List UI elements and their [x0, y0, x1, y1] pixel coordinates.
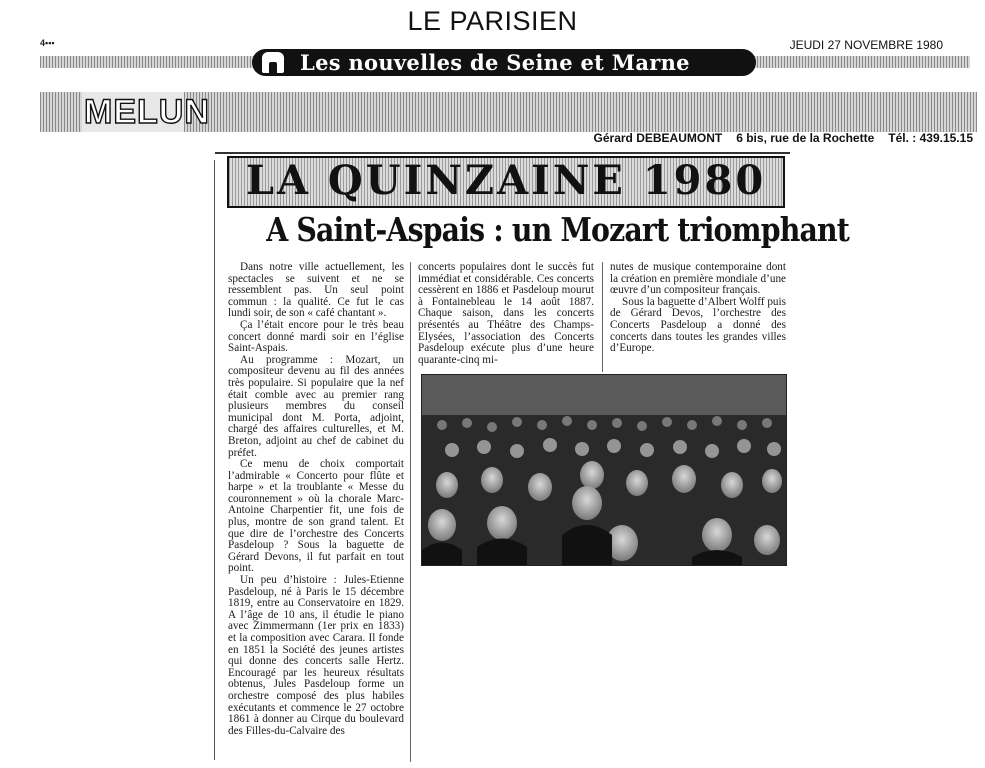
- article-column-2: [418, 262, 594, 366]
- paragraph: concerts populaires dont le succès fut immédiat et considérable. Ces concerts cessèrent en 1886 et Pasdeloup mourut à Fontainebleau le 14 août 1887. Chaque saison, dans les concerts présentés au Théâtre des Champs-Elysées, l’association des Concerts Pasdeloup exécute plus d’une heure quarante-cinq mi-: [418, 261, 594, 366]
- newspaper-name: LE PARISIEN: [407, 6, 578, 36]
- house-logo-door: [269, 62, 277, 73]
- byline-phone: Tél. : 439.15.15: [888, 131, 973, 145]
- column-divider: [602, 262, 603, 372]
- paragraph: Dans notre ville actuellement, les spectacles se suivent et ne se ressemblent pas. Un seul point commun : la qualité. Ce fut le cas lundi soir, de son « café chantant ».: [228, 261, 404, 320]
- article-headline: A Saint-Aspais : un Mozart triomphant: [266, 210, 850, 249]
- city-label: MELUN: [84, 93, 210, 131]
- article-column-1: [228, 262, 404, 737]
- concert-audience-photo: [421, 374, 787, 566]
- paragraph: Au programme : Mozart, un compositeur devenu au fil des années très populaire. Si populaire que la nef était comble avec au premier rang plusieurs membres du conseil municipal dont M. Porta, adjoint, chargé des affaires culturelles, et M. Breton, adjoint au chef de cabinet du préfet.: [228, 353, 404, 459]
- article-column-3: [610, 262, 786, 355]
- issue-date: JEUDI 27 NOVEMBRE 1980: [789, 38, 943, 52]
- correspondent-byline: [580, 131, 973, 145]
- article-top-rule: [215, 152, 790, 154]
- page-marker: 4▪▪▪: [40, 38, 55, 48]
- paragraph: Ce menu de choix comportait l’admirable « Concerto pour flûte et harpe » et la troublante « Messe du couronnement » où la chorale Marc-Antoine Charpentier fit, une fois de plus, montre de son grand talent. Et que dire de l’orchestre des Concerts Pasdeloup ? Sous la baguette de Gérard Devons, il fut parfait en tout point.: [228, 458, 404, 575]
- article-left-rule: [214, 160, 215, 760]
- paragraph: Ça l’était encore pour le très beau concert donné mardi soir en l’église Saint-Aspais.: [228, 318, 404, 355]
- banner-title: LA QUINZAINE 1980: [245, 157, 767, 204]
- paragraph: Sous la baguette d’Albert Wolff puis de Gérard Devos, l’orchestre des Concerts Pasdeloup a donné des concerts dans toutes les grandes villes d’Europe.: [610, 295, 786, 355]
- byline-name: Gérard DEBEAUMONT: [593, 131, 723, 145]
- paragraph: Un peu d’histoire : Jules-Etienne Pasdeloup, né à Paris le 15 décembre 1819, entre au Conservatoire en 1829. A l’âge de 10 ans, il étudie le piano avec Zimmermann (1er prix en 1833) et la composition avec Carara. Il fonde en 1851 la Société des jeunes artistes qui donne des concerts salle Hertz. Encouragé par les heureux résultats obtenus, Jules Pasdeloup forme un orchestre composé des plus habiles exécutants et commence le 27 octobre 1861 à donner au Cirque du boulevard des Filles-du-Calvaire des: [228, 574, 404, 737]
- column-divider: [410, 262, 411, 762]
- byline-address: 6 bis, rue de la Rochette: [736, 131, 875, 145]
- section-title: Les nouvelles de Seine et Marne: [300, 50, 690, 75]
- paragraph: nutes de musique contemporaine dont la création en première mondiale d’une œuvre d’un compositeur français.: [610, 261, 786, 297]
